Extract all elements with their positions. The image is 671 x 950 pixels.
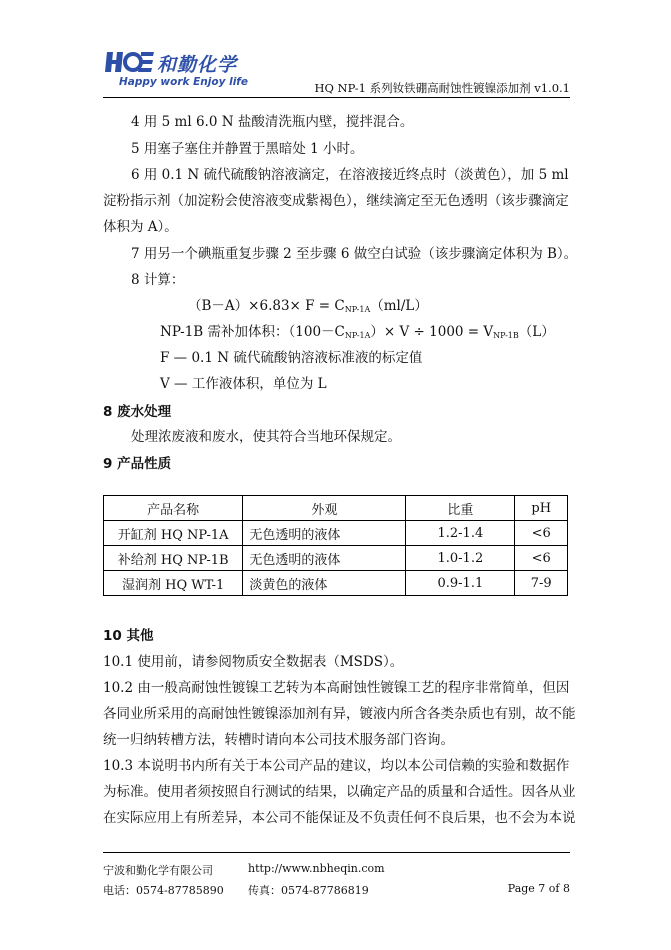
section-10-line-7: 在实际应用上有所差异，本公司不能保证及不负责任何不良后果，也不会为本说 [103,810,576,826]
logo-chinese-name: 和勤化学 [157,54,238,76]
step-8: 8 计算： [131,272,185,288]
cell-appearance: 淡黄色的液体 [243,571,406,596]
table-row [104,521,568,546]
table-row [104,546,568,571]
cell-specific-gravity: 0.9-1.1 [406,571,515,596]
cell-appearance: 无色透明的液体 [243,546,406,571]
company-logo [103,50,303,92]
header-ph: pH [515,496,568,521]
cell-appearance: 无色透明的液体 [243,521,406,546]
product-properties-table [103,495,568,596]
section-10-line-3: 各同业所采用的高耐蚀性镀镍添加剂有异，镀液内所含各类杂质也有别，故不能 [103,706,576,722]
cell-specific-gravity: 1.0-1.2 [406,546,515,571]
step-7: 7 用另一个碘瓶重复步骤 2 至步骤 6 做空白试验（该步骤滴定体积为 B）。 [131,246,578,262]
table-row [104,571,568,596]
section-10-line-6: 为标准。使用者须按照自行测试的结果，以确定产品的质量和合适性。因各从业 [103,784,576,800]
section-10-line-1: 10.1 使用前，请参阅物质安全数据表（MSDS）。 [103,654,404,670]
cell-ph: <6 [515,521,568,546]
cell-specific-gravity: 1.2-1.4 [406,521,515,546]
table-header-row [104,496,568,521]
section-8-text: 处理浓废液和废水，使其符合当地环保规定。 [131,429,401,445]
footer-page-number: Page 7 of 8 [507,882,570,895]
header-specific-gravity: 比重 [406,496,515,521]
footer-divider [103,852,570,853]
footer-company: 宁波和勤化学有限公司 [103,864,213,877]
section-10-line-2: 10.2 由一般高耐蚀性镀镍工艺转为本高耐蚀性镀镍工艺的程序非常简单，但因 [103,680,570,696]
logo-slogan: Happy work Enjoy life [119,76,248,88]
step-5: 5 用塞子塞住并静置于黑暗处 1 小时。 [131,141,364,157]
hqc-logo-mark-icon [103,50,155,74]
section-10-heading: 10 其他 [103,628,154,644]
section-10-line-5: 10.3 本说明书内所有关于本公司产品的建议，均以本公司信赖的实验和数据作 [103,758,570,774]
formula-replenish-volume: NP-1B 需补加体积：$(100-C_{NP-1A})\times V \div 1000 = V_{NP-1B}(L)$ [160,324,555,340]
cell-ph: 7-9 [515,571,568,596]
header-product-name: 产品名称 [104,496,243,521]
step-6-line-3: 体积为 A）。 [103,219,178,235]
step-6-line-2: 淀粉指示剂（加淀粉会使溶液变成紫褐色），继续滴定至无色透明（该步骤滴定 [103,193,569,209]
formula-concentration: $(B-A)\times 6.83\times F = C_{NP-1A}(ml/L)$ [188,298,428,314]
cell-product-name: 湿润剂 HQ WT-1 [104,571,243,596]
formula-definition-f: F — 0.1 N 硫代硫酸钠溶液标准液的标定值 [160,350,423,366]
header-appearance: 外观 [243,496,406,521]
section-9-heading: 9 产品性质 [103,456,172,472]
cell-product-name: 开缸剂 HQ NP-1A [104,521,243,546]
cell-product-name: 补给剂 HQ NP-1B [104,546,243,571]
document-title: HQ NP-1 系列钕铁硼高耐蚀性镀镍添加剂 v1.0.1 [314,81,570,95]
footer-fax: 传真：0574-87786819 [248,884,369,897]
footer-website: http://www.nbheqin.com [248,862,385,875]
section-8-heading: 8 废水处理 [103,404,172,420]
formula-definition-v: V — 工作液体积，单位为 L [160,376,327,392]
header-divider [103,97,570,98]
footer-phone: 电话：0574-87785890 [103,884,224,897]
step-6-line-1: 6 用 0.1 N 硫代硫酸钠溶液滴定，在溶液接近终点时（淡黄色），加 5 ml [131,167,569,183]
section-10-line-4: 统一归纳转槽方法，转槽时请向本公司技术服务部门咨询。 [103,732,454,748]
cell-ph: <6 [515,546,568,571]
step-4: 4 用 5 ml 6.0 N 盐酸清洗瓶内壁，搅拌混合。 [131,114,414,130]
